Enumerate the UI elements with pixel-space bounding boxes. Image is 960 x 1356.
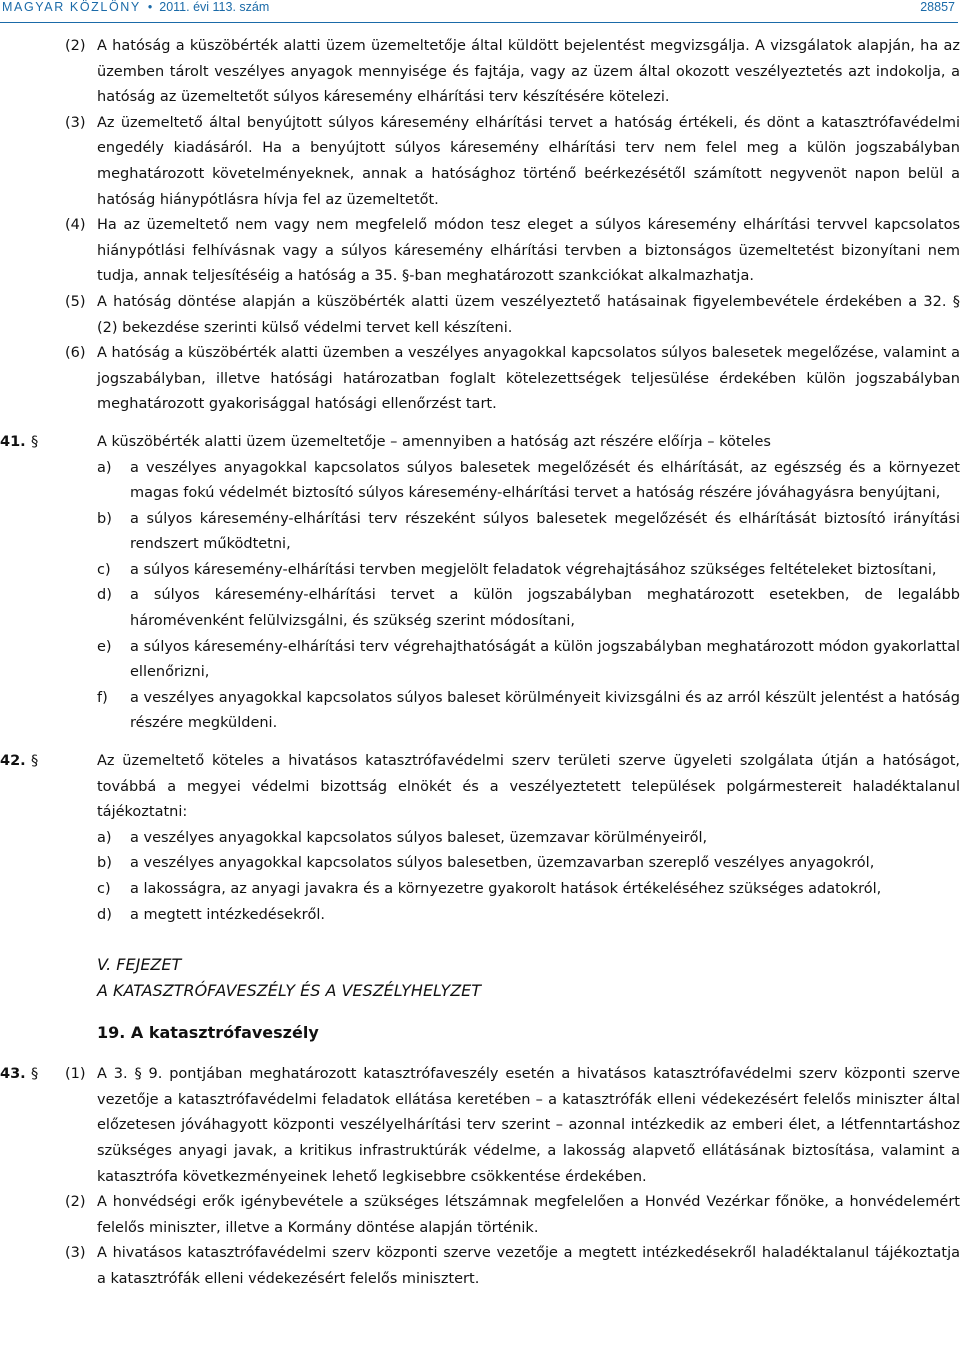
paragraph-text: A hivatásos katasztrófavédelmi szerv központi szerve vezetője a megtett intézkedésekről haladéktalanul tájékoztatja a katasztrófák elleni védekezésért felelős minisztert. [97, 1245, 960, 1287]
paragraph-text: A 3. § 9. pontjában meghatározott katasztrófaveszély esetén a hivatásos katasztrófavédelmi szerv központi szerve vezetője a katasztrófavédelmi feladatok ellátása keretében – a katasztrófák elleni védekezésért felelős miniszter által előzetesen jóváhagyott központi veszélyelhárítási terv szerint – azonnal intézkedik az emberi élet, a létfenntartáshoz szükséges anyagi javak, a kritikus infrastruktúrák védelme, a lakosság alapvető ellátásának biztosítása, valamint a katasztrófa következményeinek lehető legkisebbre csökkentése érdekében. [97, 1066, 960, 1185]
list-item [0, 507, 960, 558]
item-letter: e) [97, 638, 112, 655]
list-item [0, 635, 960, 686]
paragraph-40-5 [0, 290, 960, 341]
spacer [0, 1046, 960, 1062]
paragraph-number: (4) [65, 217, 86, 234]
paragraph-text: A honvédségi erők igénybevétele a szükséges létszámnak megfelelően a Honvéd Vezérkar főnöke, a honvédelemért felelős miniszter, illetve a Kormány döntése alapján történik. [97, 1194, 960, 1236]
item-text: a lakosságra, az anyagi javakra és a környezetre gyakorolt hatások értékeléséhez szükséges adatokról, [130, 881, 882, 897]
header-bullet: • [147, 0, 153, 14]
item-letter: b) [97, 510, 112, 527]
spacer [0, 928, 960, 952]
paragraph-text: Ha az üzemeltető nem vagy nem megfelelő módon tesz eleget a súlyos káresemény elhárítási tervvel kapcsolatos hiánypótlási felhívásnak vagy a súlyos káresemény elhárítási tervben a biztonságos üzemeltetést bizonyítani nem tudja, annak teljesítéséig a hatóság a 35. §-ban meghatározott szankciókat alkalmazhatja. [97, 217, 960, 285]
section-number: 41. [0, 433, 26, 450]
paragraph-text: A hatóság döntése alapján a küszöbérték alatti üzem veszélyeztető hatásainak figyelembevétele érdekében a 32. § (2) bekezdése szerinti külső védelmi tervet kell készíteni. [97, 293, 960, 336]
paragraph-43-3 [0, 1241, 960, 1292]
paragraph-text: Az üzemeltető által benyújtott súlyos káresemény elhárítási tervet a hatóság értékeli, és dönt a katasztrófavédelmi engedély kiadásáról. Ha a benyújtott súlyos káresemény elhárítási terv nem felel meg a külön jogszabályban meghatározott követelményeknek, annak a hatósághoz történő beérkezésétől számított negyvenöt napon belül a hatóság hiánypótlásra hívja fel az üzemeltetőt. [97, 114, 960, 208]
section-number: 42. [0, 753, 26, 770]
section-sign: § [31, 1066, 39, 1083]
chapter-number: V. FEJEZET [97, 955, 182, 975]
section-sign: § [31, 433, 39, 450]
list-item [0, 851, 960, 877]
list-item [0, 877, 960, 903]
item-text: a súlyos káresemény-elhárítási tervet a külön jogszabályban meghatározott esetekben, de legalább háromévenként felülvizsgálni, és szükség szerint módosítani, [130, 587, 960, 630]
item-letter: f) [97, 689, 108, 706]
item-letter: a) [97, 829, 112, 846]
paragraph-40-2 [0, 34, 960, 111]
item-text: a súlyos káresemény-elhárítási terv végrehajthatóságát a külön jogszabályban meghatározott módon gyakorlattal ellenőrizni, [130, 638, 960, 681]
item-letter: c) [97, 881, 111, 897]
section-42 [0, 749, 960, 826]
paragraph-number: (1) [65, 1066, 86, 1083]
list-item [0, 558, 960, 584]
paragraph-number: (6) [65, 345, 86, 362]
item-letter: a) [97, 459, 112, 476]
document-body [0, 34, 960, 1293]
item-text: a súlyos káresemény-elhárítási tervben megjelölt feladatok végrehajtásához szükséges feltételeket biztosítani, [130, 561, 937, 578]
paragraph-number: (2) [65, 38, 86, 54]
paragraph-40-4 [0, 213, 960, 290]
section-intro: A küszöbérték alatti üzem üzemeltetője – amennyiben a hatóság azt részére előírja – köteles [97, 433, 771, 450]
paragraph-text: A hatóság a küszöbérték alatti üzemben a veszélyes anyagokkal kapcsolatos súlyos balesetek megelőzése, valamint a jogszabályban, illetve hatósági határozatban foglalt kötelezettségek teljesülése érdekében külön jogszabályban meghatározott gyakorisággal hatósági ellenőrzést tart. [97, 345, 960, 413]
paragraph-number: (3) [65, 1245, 86, 1262]
section-41 [0, 430, 960, 456]
paragraph-43-2 [0, 1190, 960, 1241]
page-header [0, 0, 958, 23]
section-43 [0, 1062, 960, 1190]
item-text: a megtett intézkedésekről. [130, 906, 326, 923]
item-text: a veszélyes anyagokkal kapcsolatos súlyos balesetek megelőzését és elhárítását, az egészség és a környezet magas fokú védelmét biztosító súlyos káresemény-elhárítási tervet a hatóság részére jóváhagyásra benyújtani, [130, 459, 960, 502]
list-item [0, 826, 960, 852]
paragraph-text: A hatóság a küszöbérték alatti üzem üzemeltetője által küldött bejelentést megvizsgálja. A vizsgálatok alapján, ha az üzemben tárolt veszélyes anyagok mennyisége és fajtája, vagy az üzem által okozott veszélyeztetés azt indokolja, a hatóság az üzemeltetőt súlyos káresemény elhárítási terv készítésére kötelezi. [97, 38, 960, 106]
list-item [0, 583, 960, 634]
list-item [0, 456, 960, 507]
chapter-title: A KATASZTRÓFAVESZÉLY ÉS A VESZÉLYHELYZET [97, 981, 482, 1001]
page-number: 28857 [920, 0, 955, 14]
item-text: a veszélyes anyagokkal kapcsolatos súlyos balesetben, üzemzavarban szereplő veszélyes anyagokról, [130, 855, 875, 872]
item-text: a veszélyes anyagokkal kapcsolatos súlyos baleset, üzemzavar körülményeiről, [130, 829, 708, 846]
paragraph-number: (3) [65, 114, 86, 131]
section-number: 43. [0, 1066, 26, 1083]
list-item [0, 686, 960, 737]
item-text: a súlyos káresemény-elhárítási terv részeként súlyos balesetek megelőzését és elhárítását biztosító irányítási rendszert működtetni, [130, 510, 960, 553]
paragraph-40-6 [0, 341, 960, 418]
item-letter: d) [97, 587, 112, 604]
subtitle: 19. A katasztrófaveszély [97, 1023, 319, 1043]
list-item [0, 903, 960, 929]
spacer [0, 418, 960, 430]
item-letter: b) [97, 855, 112, 872]
spacer [0, 1004, 960, 1020]
item-letter: d) [97, 906, 112, 923]
paragraph-40-3 [0, 111, 960, 213]
item-letter: c) [97, 561, 111, 578]
issue-label: 2011. évi 113. szám [159, 0, 270, 14]
paragraph-number: (2) [65, 1194, 86, 1211]
section-intro: Az üzemeltető köteles a hivatásos katasztrófavédelmi szerv területi szerve ügyeleti szolgálata útján a hatóságot, továbbá a megyei védelmi bizottság elnökét és a veszélyeztetett települések polgármestereit haladéktalanul tájékoztatni: [97, 753, 960, 821]
paragraph-number: (5) [65, 293, 86, 310]
publication-info [2, 0, 269, 14]
spacer [0, 737, 960, 749]
publication-title: MAGYAR KÖZLÖNY [2, 0, 141, 14]
item-text: a veszélyes anyagokkal kapcsolatos súlyos baleset körülményeit kivizsgálni és az arról készült jelentést a hatóság részére megküldeni. [130, 689, 960, 732]
section-sign: § [31, 753, 39, 770]
